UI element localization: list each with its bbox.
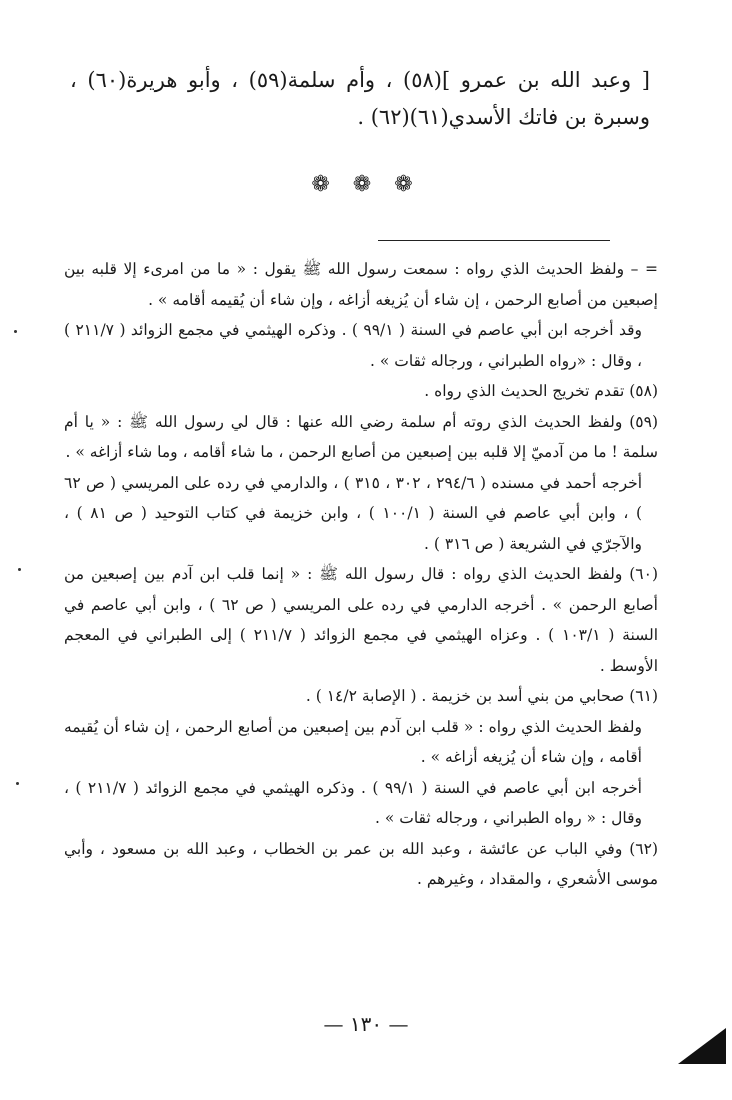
main-text: [ وعبد الله بن عمرو ](٥٨) ، وأم سلمة(٥٩) ، وأبو هريرة(٦٠) ، وسبرة بن فاتك الأسدي(٦١)(٦٢) . bbox=[70, 68, 650, 129]
footnote-61: (٦١) صحابي من بني أسد بن خزيمة . ( الإصابة ١٤/٢ ) . bbox=[305, 687, 658, 705]
scan-speck bbox=[14, 330, 17, 333]
footnote-continuation: = – ولفظ الحديث الذي رواه : سمعت رسول الله ﷺ يقول : « ما من امرىء إلا قلبه بين إصبعين من أصابع الرحمن ، إن شاء أن يُزيغه أزاغه ، وإن شاء أن يُقيمه أقامه » . bbox=[64, 260, 658, 309]
section-ornament: ❁ ❁ ❁ bbox=[311, 172, 421, 197]
corner-triangle bbox=[678, 1028, 726, 1064]
footnote-paragraph: أخرجه ابن أبي عاصم في السنة ( ٩٩/١ ) . وذكره الهيثمي في مجمع الزوائد ( ٢١١/٧ ) ، وقال : « رواه الطبراني ، ورجاله ثقات » . bbox=[64, 778, 642, 827]
page-number: — ١٣٠ — bbox=[323, 1012, 409, 1036]
footnotes bbox=[64, 254, 658, 895]
scan-speck bbox=[16, 782, 19, 785]
footnote-paragraph: أخرجه أحمد في مسنده ( ٢٩٤/٦ ، ٣٠٢ ، ٣١٥ ) ، والدارمي في رده على المريسي ( ص ٦٢ ) ، وابن أبي عاصم في السنة ( ١٠٠/١ ) ، وابن خزيمة في كتاب التوحيد ( ص ٨١ ) ، والآجرّي في الشريعة ( ص ٣١٦ ) . bbox=[64, 473, 643, 553]
footnote-paragraph: ولفظ الحديث الذي رواه : « قلب ابن آدم بين إصبعين من أصابع الرحمن ، إن شاء أن يُقيمه أقامه ، وإن شاء أن يُزيغه أزاغه » . bbox=[64, 717, 642, 766]
footnote-separator bbox=[378, 240, 610, 241]
scan-speck bbox=[18, 568, 21, 571]
footnote-59: (٥٩) ولفظ الحديث الذي روته أم سلمة رضي الله عنها : قال لي رسول الله ﷺ : « يا أم سلمة ! ما من آدميّ إلا قلبه بين إصبعين من أصابع الرحمن ، ما شاء أقامه ، وما شاء أزاغه » . bbox=[64, 412, 658, 461]
footnote-62: (٦٢) وفي الباب عن عائشة ، وعبد الله بن عمر بن الخطاب ، وعبد الله بن مسعود ، وأبي موسى الأشعري ، والمقداد ، وغيرهم . bbox=[64, 839, 658, 888]
footnote-60: (٦٠) ولفظ الحديث الذي رواه : قال رسول الله ﷺ : « إنما قلب ابن آدم بين إصبعين من أصابع الرحمن » . أخرجه الدارمي في رده على المريسي ( ص ٦٢ ) ، وابن أبي عاصم في السنة ( ١٠٣/١ ) . وعزاه الهيثمي في مجمع الزوائد ( ٢١١/٧ ) إلى الطبراني في المعجم الأوسط . bbox=[64, 565, 658, 675]
footnote-58: (٥٨) تقدم تخريج الحديث الذي رواه . bbox=[424, 382, 658, 400]
footnote-paragraph: وقد أخرجه ابن أبي عاصم في السنة ( ٩٩/١ ) . وذكره الهيثمي في مجمع الزوائد ( ٢١١/٧ ) ، وقال : «رواه الطبراني ، ورجاله ثقات » . bbox=[64, 321, 642, 370]
